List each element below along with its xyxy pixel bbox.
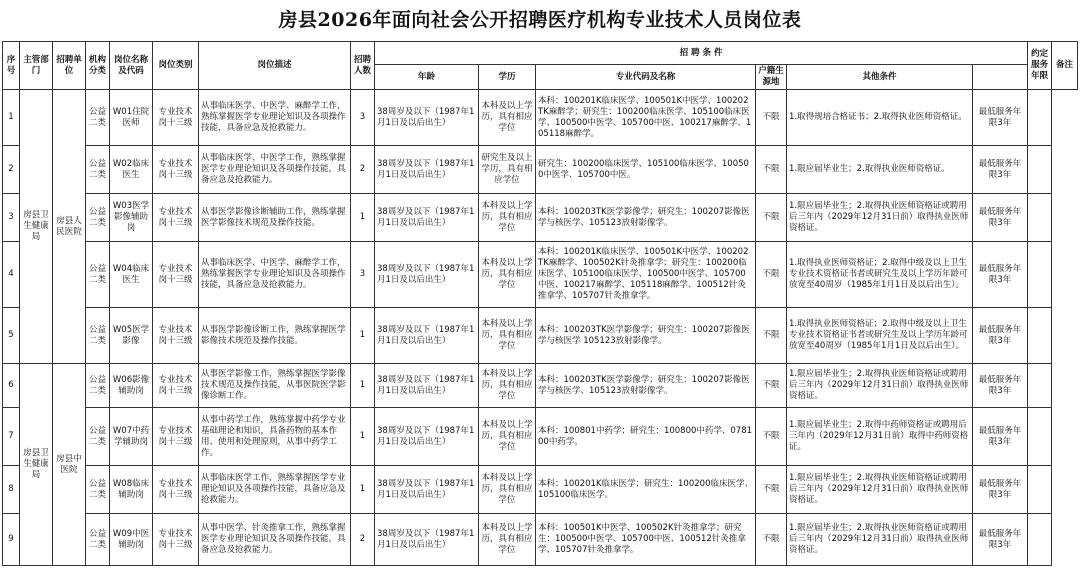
hukou-cell: 不限 [756,308,787,364]
header-category: 机构分类 [86,42,110,90]
header-major: 专业代码及名称 [536,65,756,90]
row-no: 3 [3,194,20,242]
row-no: 6 [3,364,20,408]
major-cell: 本科：100201K临床医学；研究生：100200临床医学、105100临床医学。 [536,466,756,514]
unit-cell: 房县人民医院 [53,90,86,364]
service-cell: 最低服务年限3年 [973,364,1028,408]
post-desc-cell: 从事临床医学、中医学、麻醉学工作，熟练掌握医学专业理论知识及各项操作技能，具备应急及抢救能力。 [199,90,351,146]
header-edu: 学历 [479,65,536,90]
post-desc-cell: 从事临床医学工作，熟练掌握医学专业理论知识及各项操作技能，具备应急及抢救能力。 [199,466,351,514]
note-cell [1028,242,1052,308]
other-cell: 1.限应届毕业生；2.取得执业医师资格证或聘用后三年内（2029年12月31日前）取得执业医师资格证。 [787,466,973,514]
hukou-cell: 不限 [756,242,787,308]
service-cell: 最低服务年限3年 [973,466,1028,514]
post-name-cell: W08临床辅助岗 [110,466,153,514]
post-type-cell: 专业技术岗十三级 [153,466,199,514]
table-row [3,408,1078,466]
table-row [3,194,1078,242]
post-name-cell: W09中医辅助岗 [110,514,153,566]
major-cell: 本科：100201K临床医学、100501K中医学、100202TK麻醉学、100502K针灸推拿学；研究生：100200临床医学、105100临床医学、100500中医学、105700中医、100217麻醉学、105118麻醉学、100512针灸推拿学、105707针灸推拿学。 [536,242,756,308]
hukou-cell: 不限 [756,146,787,194]
post-desc-cell: 从事中药学工作，熟练掌握中药学专业基础理论和知识，具备药物的基本作用、使用和处理原则，从事中药学工作。 [199,408,351,466]
post-type-cell: 专业技术岗十三级 [153,194,199,242]
category-cell: 公益二类 [86,466,110,514]
note-cell [1028,408,1052,466]
count-cell: 1 [351,364,375,408]
other-cell: 1.取得规培合格证书；2.取得执业医师资格证。 [787,90,973,146]
note-cell [1028,466,1052,514]
edu-cell: 本科及以上学历，具有相应学位 [479,408,536,466]
table-row [3,466,1078,514]
edu-cell: 研究生及以上学历，具有相应学位 [479,146,536,194]
hukou-cell: 不限 [756,194,787,242]
header-dept: 主管部门 [20,42,53,90]
row-no: 9 [3,514,20,566]
header-post-name: 岗位名称及代码 [110,42,153,90]
count-cell: 1 [351,194,375,242]
service-cell: 最低服务年限3年 [973,242,1028,308]
note-cell [1028,514,1052,566]
age-cell: 38周岁及以下（1987年1月1日及以后出生） [375,194,479,242]
table-row [3,90,1078,146]
other-cell: 1.限应届毕业生；2.取得中药师资格证或聘用后三年内（2029年12月31日前）取得中药师资格证。 [787,408,973,466]
age-cell: 38周岁及以下（1987年1月1日及以后出生） [375,364,479,408]
service-cell: 最低服务年限3年 [973,308,1028,364]
post-type-cell: 专业技术岗十三级 [153,146,199,194]
count-cell: 1 [351,308,375,364]
age-cell: 38周岁及以下（1987年1月1日及以后出生） [375,242,479,308]
service-cell: 最低服务年限3年 [973,514,1028,566]
header-note: 备注 [1052,42,1078,90]
note-cell [1028,146,1052,194]
note-cell [1028,90,1052,146]
other-cell: 1.取得执业医师资格证；2.取得中级及以上卫生专业技术资格证书者或研究生及以上学历年龄可放宽至40周岁（1985年1月1日及以后出生）。 [787,242,973,308]
row-no: 8 [3,466,20,514]
note-cell [1028,308,1052,364]
post-type-cell: 专业技术岗十三级 [153,364,199,408]
hukou-cell: 不限 [756,466,787,514]
row-no: 2 [3,146,20,194]
edu-cell: 本科及以上学历，具有相应学位 [479,514,536,566]
header-service: 约定服务年限 [1028,42,1052,90]
other-cell: 1.限应届毕业生；2.取得执业医师资格证。 [787,146,973,194]
age-cell: 38周岁及以下（1987年1月1日及以后出生） [375,308,479,364]
post-type-cell: 专业技术岗十三级 [153,242,199,308]
table-row [3,146,1078,194]
post-desc-cell: 从事医学影像工作，熟练掌握医学影像技术规范及操作技能，从事医院医学影像诊断工作。 [199,364,351,408]
post-name-cell: W04临床医生 [110,242,153,308]
post-desc-cell: 从事医学影像诊断辅助工作，熟练掌握医学影像技术规范及操作技能。 [199,194,351,242]
dept-cell: 房县卫生健康局 [20,364,53,566]
edu-cell: 本科及以上学历，具有相应学位 [479,194,536,242]
other-cell: 1.取得执业医师资格证；2.取得中级及以上卫生专业技术资格证书者或研究生及以上学历年龄可放宽至40周岁（1985年1月1日及以后出生）。 [787,308,973,364]
header-unit: 招聘单位 [53,42,86,90]
header-count: 招聘人数 [351,42,375,90]
hukou-cell: 不限 [756,514,787,566]
post-type-cell: 专业技术岗十三级 [153,90,199,146]
count-cell: 1 [351,408,375,466]
count-cell: 3 [351,90,375,146]
service-cell: 最低服务年限3年 [973,146,1028,194]
category-cell: 公益二类 [86,364,110,408]
edu-cell: 本科及以上学历，具有相应学位 [479,90,536,146]
table-row [3,514,1078,566]
row-no: 7 [3,408,20,466]
hukou-cell: 不限 [756,90,787,146]
post-name-cell: W07中药学辅助岗 [110,408,153,466]
post-desc-cell: 从事临床医学、中医学工作，熟练掌握医学专业理论知识及各项操作技能，具备应急及抢救能力。 [199,146,351,194]
header-no: 序号 [3,42,20,90]
post-name-cell: W03医学影像辅助岗 [110,194,153,242]
header-post-desc: 岗位描述 [199,42,351,90]
other-cell: 1.限应届毕业生；2.取得执业医师资格证或聘用后三年内（2029年12月31日前）取得执业医师资格证。 [787,364,973,408]
other-cell: 1.限应届毕业生；2.取得执业医师资格证或聘用后三年内（2029年12月31日前）取得执业医师资格证。 [787,194,973,242]
category-cell: 公益二类 [86,242,110,308]
count-cell: 1 [351,466,375,514]
post-name-cell: W05医学影像 [110,308,153,364]
major-cell: 本科：100501K中医学、100502K针灸推拿学；研究生：100500中医学、105700中医、100512针灸推拿学、105707针灸推拿学。 [536,514,756,566]
count-cell: 2 [351,146,375,194]
post-type-cell: 专业技术岗十三级 [153,308,199,364]
edu-cell: 本科及以上学历，具有相应学位 [479,242,536,308]
header-conditions: 招 聘 条 件 [375,42,1028,65]
page-title: 房县2026年面向社会公开招聘医疗机构专业技术人员岗位表 [278,9,802,31]
service-cell: 最低服务年限3年 [973,90,1028,146]
service-cell: 最低服务年限3年 [973,408,1028,466]
header-other: 其他条件 [787,65,973,90]
post-desc-cell: 从事医学影像诊断工作，熟练掌握医学影像技术规范及操作技能。 [199,308,351,364]
edu-cell: 本科及以上学历，具有相应学位 [479,466,536,514]
age-cell: 38周岁及以下（1987年1月1日及以后出生） [375,146,479,194]
category-cell: 公益二类 [86,514,110,566]
age-cell: 38周岁及以下（1987年1月1日及以后出生） [375,466,479,514]
age-cell: 38周岁及以下（1987年1月1日及以后出生） [375,514,479,566]
major-cell: 本科：100201K临床医学、100501K中医学、100202TK麻醉学；研究生：100200临床医学、105100临床医学、100500中医学、105700中医、100217麻醉学、105118麻醉学。 [536,90,756,146]
major-cell: 本科：100203TK医学影像学；研究生：100207影像医学与核医学 105123放射影像学。 [536,308,756,364]
post-desc-cell: 从事临床医学、中医学、麻醉学工作，熟练掌握医学专业理论知识及各项操作技能，具备应急及抢救能力。 [199,242,351,308]
major-cell: 本科：100801中药学；研究生：100800中药学、078100中药学。 [536,408,756,466]
category-cell: 公益二类 [86,90,110,146]
header-age: 年龄 [375,65,479,90]
age-cell: 38周岁及以下（1987年1月1日及以后出生） [375,90,479,146]
edu-cell: 本科及以上学历，具有相应学位 [479,308,536,364]
post-type-cell: 专业技术岗十三级 [153,514,199,566]
major-cell: 研究生：100200临床医学、105100临床医学、100500中医学、105700中医。 [536,146,756,194]
table-row [3,308,1078,364]
post-desc-cell: 从事中医学、针灸推拿工作，熟练掌握医学专业理论知识及各项操作技能，具备应急及抢救能力。 [199,514,351,566]
hukou-cell: 不限 [756,408,787,466]
category-cell: 公益二类 [86,194,110,242]
edu-cell: 本科及以上学历，具有相应学位 [479,364,536,408]
dept-cell: 房县卫生健康局 [20,90,53,364]
service-cell: 最低服务年限3年 [973,194,1028,242]
other-cell: 1.限应届毕业生；2.取得执业医师资格证或聘用后三年内（2029年12月31日前）取得执业医师资格证。 [787,514,973,566]
count-cell: 3 [351,242,375,308]
post-type-cell: 专业技术岗十三级 [153,408,199,466]
post-name-cell: W01住院医师 [110,90,153,146]
hukou-cell: 不限 [756,364,787,408]
category-cell: 公益二类 [86,408,110,466]
major-cell: 本科：100203TK医学影像学；研究生：100207影像医学与核医学、105123放射影像学。 [536,364,756,408]
category-cell: 公益二类 [86,308,110,364]
positions-table [2,41,1078,566]
note-cell [1028,194,1052,242]
row-no: 1 [3,90,20,146]
post-name-cell: W06影像辅助岗 [110,364,153,408]
header-hukou: 户籍生源地 [756,65,787,90]
row-no: 4 [3,242,20,308]
count-cell: 2 [351,514,375,566]
major-cell: 本科：100203TK医学影像学；研究生：100207影像医学与核医学、105123放射影像学。 [536,194,756,242]
category-cell: 公益二类 [86,146,110,194]
unit-cell: 房县中医院 [53,364,86,566]
age-cell: 38周岁及以下（1987年1月1日及以后出生） [375,408,479,466]
header-post-type: 岗位类别 [153,42,199,90]
row-no: 5 [3,308,20,364]
post-name-cell: W02临床医生 [110,146,153,194]
note-cell [1028,364,1052,408]
table-row [3,364,1078,408]
table-row [3,242,1078,308]
